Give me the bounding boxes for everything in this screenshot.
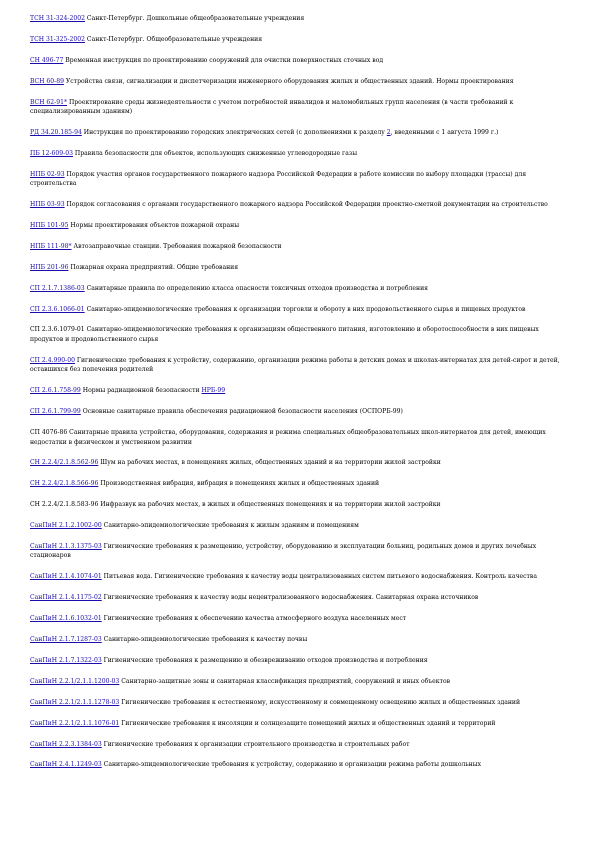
document-code-link[interactable]: НПБ 02-93 [30, 170, 65, 178]
document-code-link[interactable]: СН 2.2.4/2.1.8.562-96 [30, 459, 99, 467]
document-title: Гигиенические требования к устройству, содержанию, организации режима работы в детских домах и школах-интернатах для детей-сирот и детей, оставшихся без попечения родителей [30, 356, 560, 374]
document-title: Санитарно-защитные зоны и санитарная классификация предприятий, сооружений и иных объектов [119, 677, 451, 685]
document-title: СП 2.3.6.1079-01 Санитарно-эпидемиологические требования к организациям общественного питания, изготовлению и оборотоспособности в них пищевых продуктов и продовольственного сырья [30, 326, 539, 343]
reference-entry [30, 200, 570, 210]
reference-entry [30, 542, 570, 561]
document-title: Порядок согласования с органами государственного пожарного надзора Российской Федерации проектно-сметной документации на строительство [64, 201, 548, 209]
document-title: Гигиенические требования к организации строительного производства и строительных работ [101, 740, 410, 748]
document-title: Санкт-Петербург. Дошкольные общеобразовательные учреждения [85, 15, 305, 22]
document-title: СП 4076-86 Санитарные правила устройства, оборудования, содержания и режима специальных общеобразовательных школ-интернатов для детей, имеющих недостатки в физическом и умственном развитии [30, 429, 546, 446]
document-title: Производственная вибрация, вибрация в помещениях жилых и общественных зданий [98, 480, 380, 488]
document-code-link[interactable]: СанПиН 2.2.1/2.1.1.1200-03 [30, 677, 120, 685]
document-code-link[interactable]: ВСН 60-89 [30, 77, 64, 85]
document-title: Нормы радиационной безопасности [80, 387, 202, 395]
document-title: Основные санитарные правила обеспечения радиационной безопасности населения (ОСПОРБ-99) [80, 408, 403, 416]
document-code-link[interactable]: СП 2.3.6.1066-01 [30, 305, 85, 313]
reference-entry [30, 386, 570, 396]
document-code-link[interactable]: НПБ 101-95 [30, 222, 69, 230]
reference-entry [30, 458, 570, 468]
reference-entry [30, 635, 570, 645]
document-code-link[interactable]: СанПиН 2.1.4.1074-01 [30, 573, 102, 581]
reference-entry [30, 263, 570, 273]
document-code-link[interactable]: ТСН 31-325-2002 [30, 35, 85, 43]
document-title: Инструкция по проектированию городских электрических сетей (с дополнениями к разделу [81, 128, 387, 136]
document-title: Гигиенические требования к размещению, устройству, оборудованию и эксплуатации больниц, родильных домов и других лечебных стационаров [30, 542, 537, 560]
document-code-link[interactable]: ПБ 12-609-03 [30, 149, 73, 157]
document-title: Шум на рабочих местах, в помещениях жилых, общественных зданий и на территории жилой застройки [98, 459, 441, 467]
reference-entry [30, 677, 570, 687]
document-code-link[interactable]: ТСН 31-324-2002 [30, 15, 85, 22]
document-title: Проектирование среды жизнедеятельности с учетом потребностей инвалидов и маломобильных групп населения (в части требований к специализированным зданиям) [30, 98, 514, 116]
document-code-link[interactable]: СанПиН 2.4.1.1249-03 [30, 761, 102, 769]
document-title-continued: , введенными с 1 августа 1999 г.) [390, 128, 499, 136]
reference-entry [30, 305, 570, 315]
document-title: Гигиенические требования к инсоляции и солнцезащите помещений жилых и общественных зданий и территорий [119, 719, 496, 727]
reference-entry [30, 572, 570, 582]
document-title: Санитарно-эпидемиологические требования к организации торговли и обороту в них продовольственного сырья и пищевых продуктов [84, 305, 526, 313]
inline-reference-link[interactable]: 2 [386, 128, 391, 136]
document-title: Санкт-Петербург. Общеобразовательные учреждения [85, 35, 263, 43]
document-code-link[interactable]: НПБ 111-98* [30, 242, 72, 250]
inline-reference-link[interactable]: НРБ-99 [201, 387, 226, 395]
document-title: Питьевая вода. Гигиенические требования к качеству воды централизованных систем питьевого водоснабжения. Контроль качества [101, 573, 537, 581]
document-title: Гигиенические требования к качеству воды нецентрализованного водоснабжения. Санитарная охрана источников [101, 594, 479, 602]
document-code-link[interactable]: РД 34.20.185-94 [30, 128, 82, 136]
reference-entry [30, 760, 570, 770]
reference-entry [30, 479, 570, 489]
document-title: Гигиенические требования к естественному, искусственному и совмещенному освещению жилых и общественных зданий [119, 698, 521, 706]
reference-entry [30, 325, 570, 344]
document-code-link[interactable]: СП 2.6.1.799-99 [30, 408, 81, 416]
reference-entry [30, 614, 570, 624]
document-code-link[interactable]: СН 2.2.4/2.1.8.566-96 [30, 480, 99, 488]
document-title: Устройства связи, сигнализации и диспетчеризации инженерного оборудования жилых и общественных зданий. Нормы проектирования [63, 77, 514, 85]
reference-entry [30, 170, 570, 189]
document-title: Санитарно-эпидемиологические требования к жилым зданиям и помещениям [101, 522, 359, 530]
document-title: Пожарная охрана предприятий. Общие требования [68, 263, 239, 271]
reference-entry [30, 500, 570, 510]
document-code-link[interactable]: СанПиН 2.1.4.1175-02 [30, 594, 102, 602]
reference-entry [30, 14, 570, 24]
reference-entry [30, 77, 570, 87]
document-code-link[interactable]: СанПиН 2.1.3.1375-03 [30, 542, 102, 550]
document-title: Порядок участия органов государственного пожарного надзора Российской Федерации в работе комиссии по выбору площадки (трассы) для строительства [30, 170, 527, 188]
document-code-link[interactable]: СП 2.4.990-00 [30, 356, 75, 364]
reference-entry [30, 284, 570, 294]
reference-entry [30, 56, 570, 66]
reference-entry [30, 719, 570, 729]
reference-entry [30, 407, 570, 417]
reference-entry [30, 698, 570, 708]
document-code-link[interactable]: СанПиН 2.1.7.1287-03 [30, 636, 102, 644]
reference-entry [30, 149, 570, 159]
reference-entry [30, 656, 570, 666]
document-title: Нормы проектирования объектов пожарной охраны [68, 222, 240, 230]
document-title: СН 2.2.4/2.1.8.583-96 Инфразвук на рабочих местах, в жилых и общественных помещениях и на территории жилой застройки [30, 501, 441, 509]
reference-entry [30, 428, 570, 447]
reference-entry [30, 356, 570, 375]
document-code-link[interactable]: СП 2.1.7.1386-03 [30, 284, 85, 292]
document-page [30, 14, 570, 781]
document-title: Гигиенические требования к размещению и обезвреживанию отходов производства и потребления [101, 656, 428, 664]
document-title: Санитарно-эпидемиологические требования к устройству, содержанию и организации режима работы дошкольных [101, 761, 482, 769]
document-code-link[interactable]: СП 2.6.1.758-99 [30, 387, 81, 395]
document-code-link[interactable]: СанПиН 2.1.6.1032-01 [30, 615, 102, 623]
document-title: Временная инструкция по проектированию сооружений для очистки поверхностных сточных вод [63, 56, 384, 64]
document-code-link[interactable]: СН 496-77 [30, 56, 64, 64]
reference-entry [30, 128, 570, 138]
document-title: Правила безопасности для объектов, использующих сжиженные углеводородные газы [73, 149, 358, 157]
document-title: Санитарные правила по определению класса опасности токсичных отходов производства и потребления [84, 284, 428, 292]
document-title: Автозаправочные станции. Требования пожарной безопасности [71, 242, 282, 250]
reference-entry [30, 740, 570, 750]
reference-entry [30, 98, 570, 117]
document-code-link[interactable]: СанПиН 2.2.3.1384-03 [30, 740, 102, 748]
reference-entry [30, 242, 570, 252]
document-code-link[interactable]: СанПиН 2.1.2.1002-00 [30, 522, 102, 530]
document-code-link[interactable]: СанПиН 2.2.1/2.1.1.1076-01 [30, 719, 120, 727]
reference-entry [30, 593, 570, 603]
document-code-link[interactable]: СанПиН 2.2.1/2.1.1.1278-03 [30, 698, 120, 706]
document-code-link[interactable]: НПБ 201-96 [30, 263, 69, 271]
reference-entry [30, 521, 570, 531]
reference-entry [30, 221, 570, 231]
document-code-link[interactable]: СанПиН 2.1.7.1322-03 [30, 656, 102, 664]
document-title: Санитарно-эпидемиологические требования к качеству почвы [101, 636, 308, 644]
document-title: Гигиенические требования к обеспечению качества атмосферного воздуха населенных мест [101, 615, 407, 623]
document-code-link[interactable]: НПБ 03-93 [30, 201, 65, 209]
document-code-link[interactable]: ВСН 62-91* [30, 98, 68, 106]
reference-entry [30, 35, 570, 45]
